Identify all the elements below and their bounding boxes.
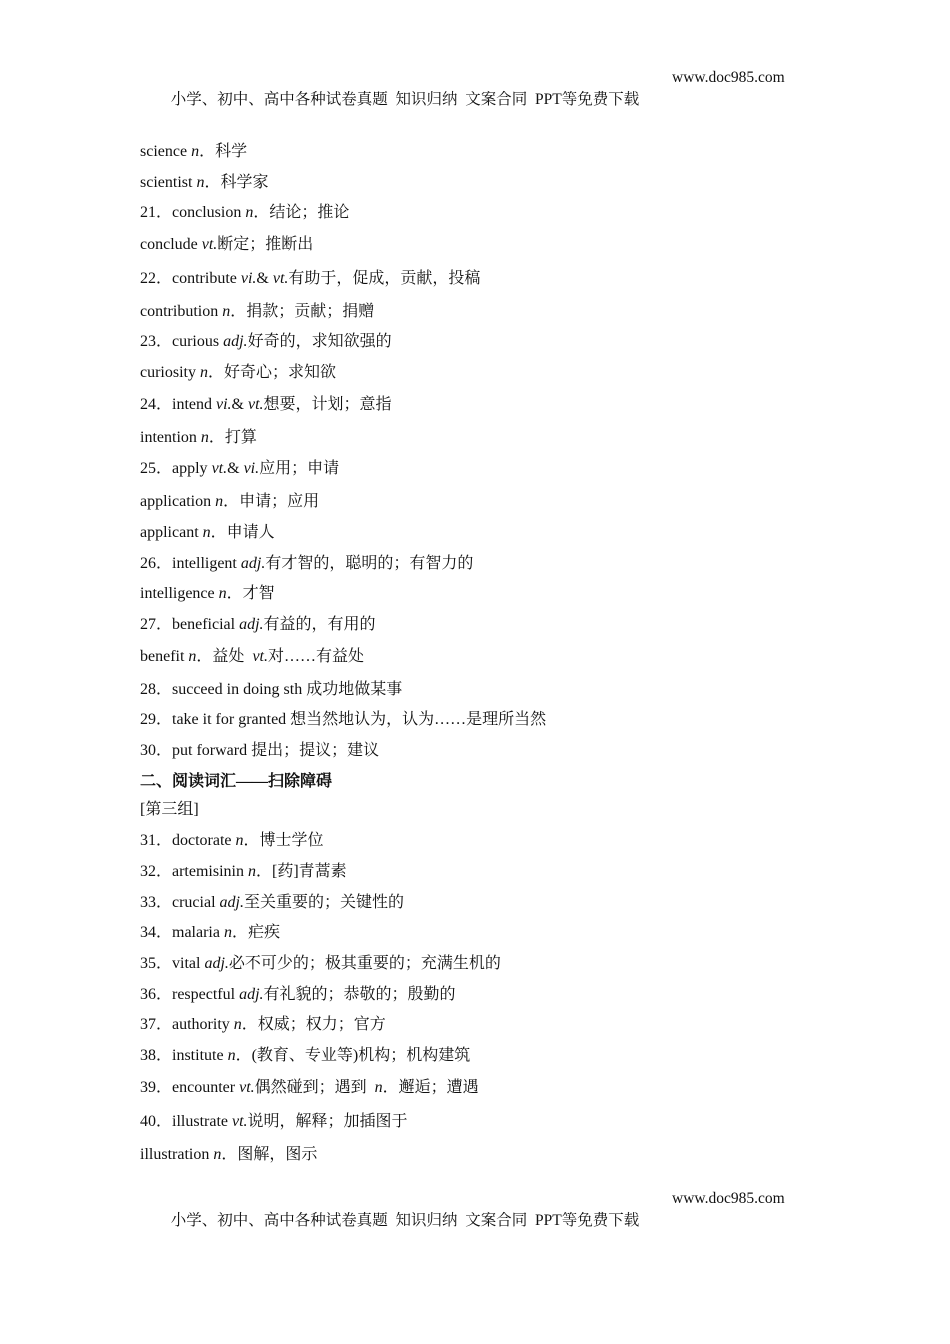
part-of-speech: n	[200, 364, 208, 381]
part-of-speech: adj.	[204, 955, 229, 972]
entry-text: 34．malaria	[140, 924, 224, 941]
part-of-speech: vi.	[216, 396, 232, 413]
vocab-entry	[140, 459, 339, 479]
vocab-entry	[140, 203, 349, 223]
header-text: 小学、初中、高中各种试卷真题 知识归纳 文案合同 PPT等免费下载	[170, 91, 640, 108]
entry-text: applicant	[140, 524, 203, 541]
vocab-entry	[140, 1145, 317, 1165]
entry-text: 29．take it for granted 想当然地认为，认为……是理所当然	[140, 711, 547, 728]
entry-text: 35．vital	[140, 955, 205, 972]
part-of-speech: n	[215, 493, 224, 510]
entry-text: illustration	[140, 1146, 214, 1163]
part-of-speech: n	[227, 1047, 236, 1064]
part-of-speech: adj.	[223, 333, 248, 350]
entry-text: 39．encounter	[140, 1079, 240, 1096]
part-of-speech: n	[218, 585, 227, 602]
entry-text: 应用；申请	[259, 460, 340, 477]
part-of-speech: n	[245, 204, 254, 221]
vocab-entry	[140, 363, 336, 383]
entry-text: conclude	[140, 236, 202, 253]
entry-text: 好奇的，求知欲强的	[247, 333, 392, 350]
footer-text: 小学、初中、高中各种试卷真题 知识归纳 文案合同 PPT等免费下载	[170, 1212, 640, 1229]
vocab-entry	[140, 1046, 470, 1066]
part-of-speech: n	[213, 1146, 222, 1163]
entry-text: 28．succeed in doing sth 成功地做某事	[140, 681, 403, 698]
entry-text: ．[药]青蒿素	[256, 863, 347, 880]
entry-text: ．科学家	[204, 174, 269, 191]
vocab-entry	[140, 235, 313, 255]
entry-text: ．图解，图示	[221, 1146, 318, 1163]
part-of-speech: adj.	[239, 616, 264, 633]
entry-text: intelligence	[140, 585, 219, 602]
entry-text: 40．illustrate	[140, 1113, 232, 1130]
page-footer	[163, 1190, 785, 1248]
vocab-entry	[140, 492, 319, 512]
entry-text: ．申请人	[210, 524, 275, 541]
entry-text: 断定；推断出	[217, 236, 314, 253]
entry-text: 二、阅读词汇——扫除障碍	[140, 773, 333, 790]
entry-text: 30．put forward 提出；提议；建议	[140, 742, 380, 759]
entry-text: ．结论；推论	[253, 204, 350, 221]
part-of-speech: vt.	[248, 396, 264, 413]
entry-text: 24．intend	[140, 396, 216, 413]
vocab-entry	[140, 831, 324, 851]
entry-text: ．益处	[196, 648, 253, 665]
entry-text: application	[140, 493, 216, 510]
vocab-entry	[140, 269, 480, 289]
entry-text: 23．curious	[140, 333, 224, 350]
entry-text: ．疟疾	[231, 924, 280, 941]
part-of-speech: n	[196, 174, 205, 191]
part-of-speech: n	[202, 524, 211, 541]
vocab-entry	[140, 332, 392, 352]
vocab-entry	[140, 523, 275, 543]
entry-text: &	[256, 270, 273, 287]
entry-text: contribution	[140, 303, 223, 320]
part-of-speech: vt.	[252, 648, 268, 665]
entry-text: 38．institute	[140, 1047, 228, 1064]
vocab-entry	[140, 302, 374, 322]
part-of-speech: adj.	[219, 894, 244, 911]
vocab-entry	[140, 954, 501, 974]
header-url: www.doc985.com	[672, 69, 785, 86]
entry-text: 22．contribute	[140, 270, 241, 287]
entry-text: ．捐款；贡献；捐赠	[230, 303, 375, 320]
vocab-entry	[140, 428, 257, 448]
entry-text: 27．beneficial	[140, 616, 240, 633]
entry-text: 25．apply	[140, 460, 212, 477]
entry-text: ．才智	[226, 585, 275, 602]
section-heading	[140, 772, 332, 792]
entry-text: 说明，解释；加插图于	[247, 1113, 408, 1130]
vocab-entry	[140, 800, 199, 820]
part-of-speech: n	[248, 863, 256, 880]
entry-text: 32．artemisinin	[140, 863, 248, 880]
entry-text: ．博士学位	[243, 832, 324, 849]
part-of-speech: adj.	[240, 555, 266, 572]
vocab-entry	[140, 741, 379, 761]
page-header	[163, 69, 785, 127]
entry-text: ．邂逅；遭遇	[382, 1079, 479, 1096]
vocab-entry	[140, 1112, 408, 1132]
entry-text: benefit	[140, 648, 189, 665]
entry-text: ．权威；权力；官方	[241, 1016, 386, 1033]
entry-text: 有礼貌的；恭敬的；殷勤的	[263, 986, 456, 1003]
entry-text: 偶然碰到；遇到	[254, 1079, 375, 1096]
entry-text: 33．crucial	[140, 894, 220, 911]
part-of-speech: n	[223, 924, 232, 941]
vocab-entry	[140, 923, 280, 943]
entry-text: 至关重要的；关键性的	[243, 894, 404, 911]
entry-text: &	[231, 396, 248, 413]
part-of-speech: n	[222, 303, 231, 320]
entry-text: 31．doctorate	[140, 832, 236, 849]
entry-text: ．(教育、专业等)机构；机构建筑	[235, 1047, 471, 1064]
entry-text: 37．authority	[140, 1016, 234, 1033]
footer-url: www.doc985.com	[672, 1190, 785, 1207]
part-of-speech: n	[188, 648, 197, 665]
entry-text: 26．intelligent	[140, 555, 241, 572]
part-of-speech: vt.	[239, 1079, 255, 1096]
part-of-speech: vi.	[240, 270, 257, 287]
vocab-entry	[140, 1015, 386, 1035]
part-of-speech: vt.	[272, 270, 289, 287]
part-of-speech: n	[374, 1079, 383, 1096]
vocab-entry	[140, 680, 402, 700]
vocab-entry	[140, 584, 275, 604]
vocab-entry	[140, 1078, 479, 1098]
vocab-entry	[140, 985, 456, 1005]
entry-text: ．好奇心；求知欲	[208, 364, 337, 381]
vocab-entry	[140, 554, 473, 574]
entry-text: 有才智的，聪明的；有智力的	[265, 555, 474, 572]
part-of-speech: vt.	[211, 460, 228, 477]
part-of-speech: adj.	[239, 986, 264, 1003]
vocab-entry	[140, 710, 546, 730]
vocab-entry	[140, 173, 268, 193]
entry-text: ．申请；应用	[223, 493, 320, 510]
part-of-speech: n	[200, 429, 209, 446]
entry-text: science	[140, 143, 192, 160]
entry-text: 有益的，有用的	[263, 616, 376, 633]
vocab-entry	[140, 647, 364, 667]
entry-text: 必不可少的；极其重要的；充满生机的	[228, 955, 501, 972]
vocab-entry	[140, 893, 404, 913]
vocab-entry	[140, 862, 347, 882]
entry-text: curiosity	[140, 364, 200, 381]
entry-text: 21．conclusion	[140, 204, 246, 221]
entry-text: 想要，计划；意指	[263, 396, 392, 413]
part-of-speech: vt.	[232, 1113, 248, 1130]
entry-text: 有助于，促成，贡献，投稿	[288, 270, 481, 287]
part-of-speech: vt.	[201, 236, 218, 253]
entry-text: ．科学	[199, 143, 248, 160]
vocab-entry	[140, 615, 376, 635]
part-of-speech: n	[191, 143, 200, 160]
entry-text: scientist	[140, 174, 197, 191]
part-of-speech: n	[233, 1016, 242, 1033]
entry-text: 36．respectful	[140, 986, 240, 1003]
entry-text: ．打算	[208, 429, 257, 446]
part-of-speech: n	[235, 832, 244, 849]
vocab-entry	[140, 142, 247, 162]
entry-text: intention	[140, 429, 201, 446]
entry-text: [第三组]	[140, 801, 199, 818]
entry-text: &	[227, 460, 244, 477]
entry-text: 对……有益处	[267, 648, 364, 665]
part-of-speech: vi.	[243, 460, 260, 477]
vocab-entry	[140, 395, 392, 415]
